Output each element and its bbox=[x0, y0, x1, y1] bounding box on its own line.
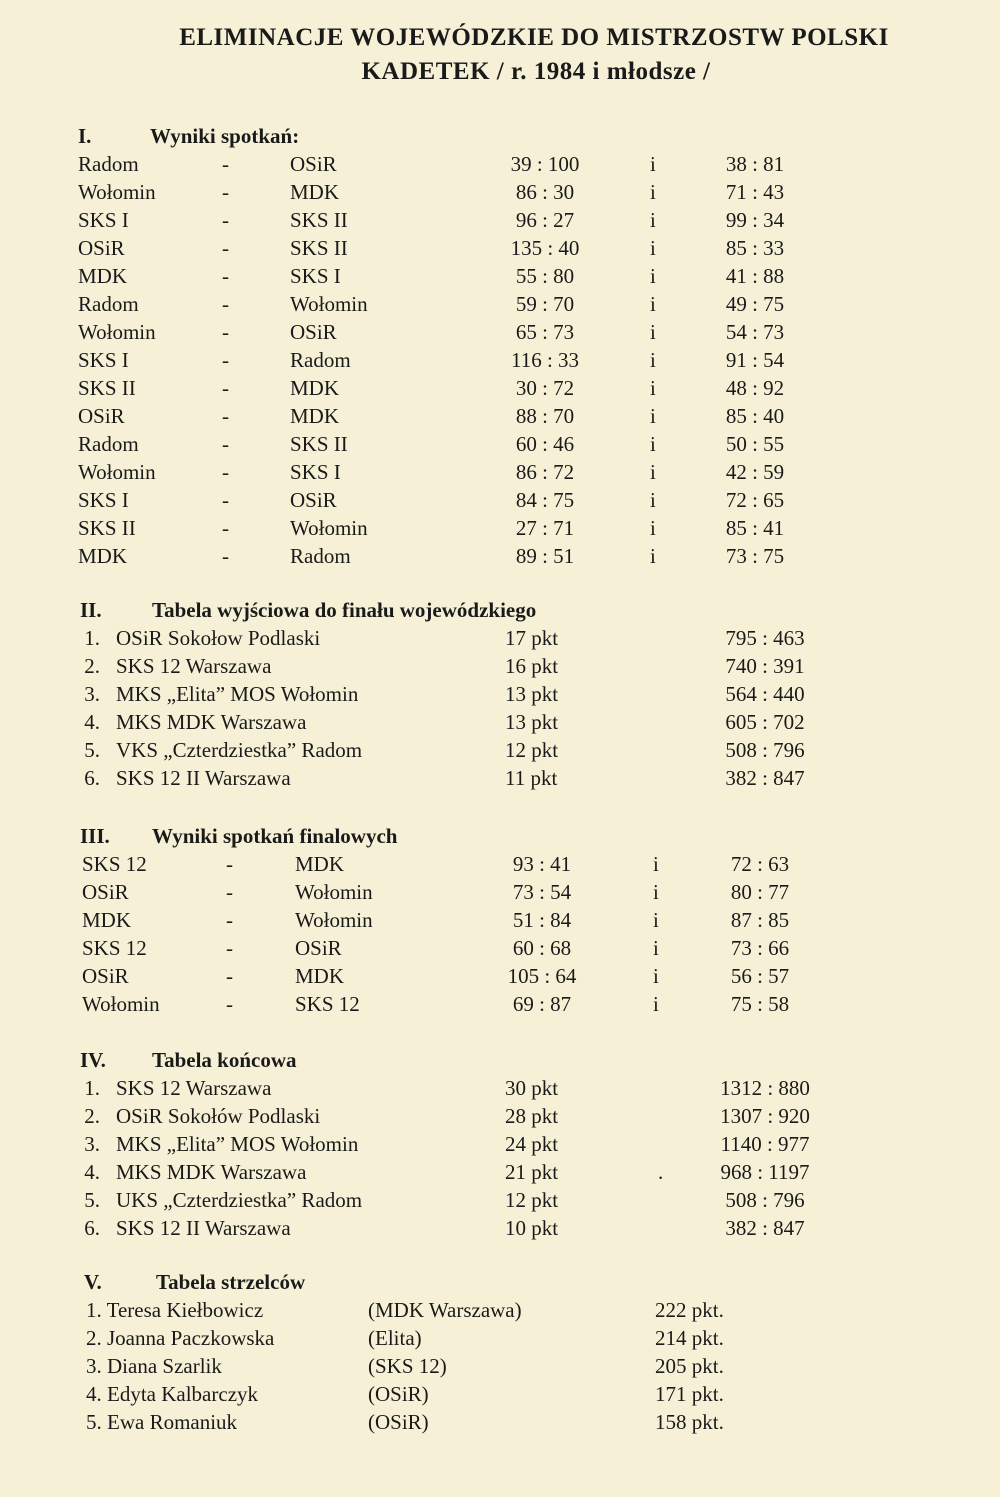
home-team: Radom bbox=[78, 152, 139, 176]
conjunction: i bbox=[653, 880, 659, 904]
separator-dash: - bbox=[226, 880, 233, 904]
conjunction: i bbox=[653, 908, 659, 932]
score-first: 105 : 64 bbox=[507, 964, 577, 988]
conjunction: i bbox=[650, 460, 656, 484]
standings-row bbox=[0, 708, 1000, 736]
conjunction: i bbox=[653, 992, 659, 1016]
score-second: 85 : 41 bbox=[725, 516, 785, 540]
basket-balance: 1140 : 977 bbox=[720, 1132, 810, 1156]
away-team: SKS 12 bbox=[295, 992, 360, 1016]
scorer-name: 2. Joanna Paczkowska bbox=[86, 1326, 275, 1350]
basket-balance: 1307 : 920 bbox=[720, 1104, 810, 1128]
stray-mark: . bbox=[658, 1160, 664, 1184]
match-row bbox=[0, 318, 1000, 346]
home-team: MDK bbox=[82, 908, 132, 932]
rank-position: 2. bbox=[84, 1104, 100, 1128]
away-team: Wołomin bbox=[290, 516, 368, 540]
home-team: SKS I bbox=[78, 488, 129, 512]
team-name: SKS 12 II Warszawa bbox=[116, 1216, 291, 1240]
basket-balance: 740 : 391 bbox=[725, 654, 805, 678]
basket-balance: 795 : 463 bbox=[725, 626, 805, 650]
team-points: 13 pkt bbox=[505, 682, 559, 706]
conjunction: i bbox=[650, 320, 656, 344]
scorer-club: (OSiR) bbox=[368, 1382, 429, 1406]
team-name: OSiR Sokołów Podlaski bbox=[116, 1104, 321, 1128]
score-second: 71 : 43 bbox=[725, 180, 785, 204]
basket-balance: 605 : 702 bbox=[725, 710, 805, 734]
team-name: OSiR Sokołow Podlaski bbox=[116, 626, 321, 650]
team-points: 24 pkt bbox=[505, 1132, 559, 1156]
section-1-heading bbox=[78, 124, 778, 152]
home-team: OSiR bbox=[78, 404, 125, 428]
conjunction: i bbox=[650, 208, 656, 232]
away-team: Radom bbox=[290, 348, 351, 372]
match-row bbox=[0, 290, 1000, 318]
score-second: 85 : 33 bbox=[725, 236, 785, 260]
team-name: VKS „Czterdziestka” Radom bbox=[116, 738, 363, 762]
scorer-club: (Elita) bbox=[368, 1326, 422, 1350]
score-first: 51 : 84 bbox=[512, 908, 572, 932]
score-first: 55 : 80 bbox=[515, 264, 575, 288]
home-team: OSiR bbox=[82, 880, 129, 904]
separator-dash: - bbox=[222, 152, 229, 176]
team-points: 16 pkt bbox=[505, 654, 559, 678]
separator-dash: - bbox=[222, 544, 229, 568]
standings-row bbox=[0, 1102, 1000, 1130]
match-row bbox=[0, 262, 1000, 290]
scorer-row bbox=[0, 1408, 1000, 1436]
section-number: I. bbox=[78, 124, 92, 148]
away-team: OSiR bbox=[290, 488, 337, 512]
score-first: 65 : 73 bbox=[515, 320, 575, 344]
score-first: 96 : 27 bbox=[515, 208, 575, 232]
scorer-points: 171 pkt. bbox=[655, 1382, 724, 1406]
match-row bbox=[0, 934, 1000, 962]
score-second: 87 : 85 bbox=[730, 908, 790, 932]
document-subtitle: KADETEK / r. 1984 i młodsze / bbox=[361, 58, 711, 85]
separator-dash: - bbox=[222, 432, 229, 456]
rank-position: 6. bbox=[84, 766, 100, 790]
score-second: 85 : 40 bbox=[725, 404, 785, 428]
conjunction: i bbox=[653, 964, 659, 988]
standings-row bbox=[0, 680, 1000, 708]
separator-dash: - bbox=[226, 964, 233, 988]
match-row bbox=[0, 542, 1000, 570]
basket-balance: 508 : 796 bbox=[725, 1188, 805, 1212]
team-name: UKS „Czterdziestka” Radom bbox=[116, 1188, 363, 1212]
home-team: Wołomin bbox=[78, 460, 156, 484]
section-4-heading bbox=[80, 1048, 780, 1076]
section-label: Tabela strzelców bbox=[156, 1270, 306, 1294]
match-row bbox=[0, 990, 1000, 1018]
team-name: MKS MDK Warszawa bbox=[116, 1160, 307, 1184]
score-second: 73 : 75 bbox=[725, 544, 785, 568]
away-team: OSiR bbox=[295, 936, 342, 960]
section-label: Tabela wyjściowa do finału wojewódzkiego bbox=[152, 598, 537, 622]
section-number: V. bbox=[84, 1270, 102, 1294]
score-second: 41 : 88 bbox=[725, 264, 785, 288]
score-first: 89 : 51 bbox=[515, 544, 575, 568]
standings-row bbox=[0, 1214, 1000, 1242]
standings-row bbox=[0, 736, 1000, 764]
match-row bbox=[0, 150, 1000, 178]
home-team: MDK bbox=[78, 544, 128, 568]
basket-balance: 382 : 847 bbox=[725, 1216, 805, 1240]
away-team: MDK bbox=[290, 404, 340, 428]
team-points: 30 pkt bbox=[505, 1076, 559, 1100]
separator-dash: - bbox=[222, 320, 229, 344]
team-points: 10 pkt bbox=[505, 1216, 559, 1240]
scorer-club: (OSiR) bbox=[368, 1410, 429, 1434]
scorer-name: 4. Edyta Kalbarczyk bbox=[86, 1382, 259, 1406]
conjunction: i bbox=[650, 264, 656, 288]
standings-row bbox=[0, 652, 1000, 680]
away-team: Radom bbox=[290, 544, 351, 568]
conjunction: i bbox=[650, 432, 656, 456]
score-second: 56 : 57 bbox=[730, 964, 790, 988]
score-first: 84 : 75 bbox=[515, 488, 575, 512]
score-first: 39 : 100 bbox=[510, 152, 580, 176]
away-team: SKS II bbox=[290, 432, 348, 456]
team-points: 12 pkt bbox=[505, 738, 559, 762]
score-second: 38 : 81 bbox=[725, 152, 785, 176]
conjunction: i bbox=[653, 852, 659, 876]
team-points: 28 pkt bbox=[505, 1104, 559, 1128]
scorer-club: (SKS 12) bbox=[368, 1354, 447, 1378]
match-row bbox=[0, 514, 1000, 542]
team-points: 17 pkt bbox=[505, 626, 559, 650]
match-row bbox=[0, 374, 1000, 402]
scorer-name: 1. Teresa Kiełbowicz bbox=[86, 1298, 264, 1322]
team-name: MKS „Elita” MOS Wołomin bbox=[116, 1132, 359, 1156]
away-team: MDK bbox=[295, 964, 345, 988]
away-team: OSiR bbox=[290, 320, 337, 344]
away-team: SKS II bbox=[290, 208, 348, 232]
scorer-points: 222 pkt. bbox=[655, 1298, 724, 1322]
score-second: 99 : 34 bbox=[725, 208, 785, 232]
scorer-name: 3. Diana Szarlik bbox=[86, 1354, 222, 1378]
basket-balance: 1312 : 880 bbox=[720, 1076, 810, 1100]
standings-row bbox=[0, 764, 1000, 792]
rank-position: 5. bbox=[84, 1188, 100, 1212]
separator-dash: - bbox=[222, 348, 229, 372]
away-team: MDK bbox=[290, 180, 340, 204]
scorer-row bbox=[0, 1324, 1000, 1352]
match-row bbox=[0, 178, 1000, 206]
score-second: 73 : 66 bbox=[730, 936, 790, 960]
home-team: Wołomin bbox=[78, 180, 156, 204]
separator-dash: - bbox=[222, 460, 229, 484]
section-label: Wyniki spotkań finalowych bbox=[152, 824, 398, 848]
match-row bbox=[0, 486, 1000, 514]
away-team: OSiR bbox=[290, 152, 337, 176]
rank-position: 3. bbox=[84, 1132, 100, 1156]
conjunction: i bbox=[650, 180, 656, 204]
standings-row bbox=[0, 1074, 1000, 1102]
scorer-row bbox=[0, 1380, 1000, 1408]
away-team: SKS II bbox=[290, 236, 348, 260]
match-row bbox=[0, 878, 1000, 906]
score-second: 75 : 58 bbox=[730, 992, 790, 1016]
scorer-points: 205 pkt. bbox=[655, 1354, 724, 1378]
score-second: 91 : 54 bbox=[725, 348, 785, 372]
match-row bbox=[0, 346, 1000, 374]
score-first: 69 : 87 bbox=[512, 992, 572, 1016]
standings-row bbox=[0, 624, 1000, 652]
standings-row bbox=[0, 1130, 1000, 1158]
basket-balance: 382 : 847 bbox=[725, 766, 805, 790]
match-row bbox=[0, 906, 1000, 934]
score-first: 60 : 46 bbox=[515, 432, 575, 456]
score-first: 93 : 41 bbox=[512, 852, 572, 876]
home-team: SKS II bbox=[78, 376, 136, 400]
score-first: 88 : 70 bbox=[515, 404, 575, 428]
match-row bbox=[0, 430, 1000, 458]
scorer-row bbox=[0, 1352, 1000, 1380]
away-team: SKS I bbox=[290, 264, 341, 288]
match-row bbox=[0, 206, 1000, 234]
separator-dash: - bbox=[226, 936, 233, 960]
rank-position: 1. bbox=[84, 626, 100, 650]
scorer-name: 5. Ewa Romaniuk bbox=[86, 1410, 238, 1434]
conjunction: i bbox=[650, 348, 656, 372]
score-first: 59 : 70 bbox=[515, 292, 575, 316]
home-team: SKS I bbox=[78, 348, 129, 372]
section-5-heading bbox=[84, 1270, 784, 1298]
separator-dash: - bbox=[226, 908, 233, 932]
separator-dash: - bbox=[226, 852, 233, 876]
home-team: OSiR bbox=[82, 964, 129, 988]
home-team: SKS 12 bbox=[82, 852, 147, 876]
conjunction: i bbox=[650, 544, 656, 568]
away-team: Wołomin bbox=[295, 880, 373, 904]
score-first: 30 : 72 bbox=[515, 376, 575, 400]
score-second: 72 : 63 bbox=[730, 852, 790, 876]
score-second: 48 : 92 bbox=[725, 376, 785, 400]
away-team: Wołomin bbox=[290, 292, 368, 316]
section-3-heading bbox=[80, 824, 780, 852]
section-label: Wyniki spotkań: bbox=[150, 124, 300, 148]
rank-position: 2. bbox=[84, 654, 100, 678]
basket-balance: 564 : 440 bbox=[725, 682, 805, 706]
home-team: Wołomin bbox=[78, 320, 156, 344]
score-second: 42 : 59 bbox=[725, 460, 785, 484]
rank-position: 3. bbox=[84, 682, 100, 706]
separator-dash: - bbox=[222, 404, 229, 428]
section-number: III. bbox=[80, 824, 110, 848]
scorer-points: 158 pkt. bbox=[655, 1410, 724, 1434]
section-number: IV. bbox=[80, 1048, 106, 1072]
scorer-row bbox=[0, 1296, 1000, 1324]
team-name: MKS „Elita” MOS Wołomin bbox=[116, 682, 359, 706]
rank-position: 4. bbox=[84, 710, 100, 734]
separator-dash: - bbox=[222, 180, 229, 204]
score-first: 116 : 33 bbox=[510, 348, 580, 372]
home-team: SKS II bbox=[78, 516, 136, 540]
rank-position: 1. bbox=[84, 1076, 100, 1100]
separator-dash: - bbox=[222, 208, 229, 232]
match-row bbox=[0, 234, 1000, 262]
basket-balance: 968 : 1197 bbox=[720, 1160, 810, 1184]
scorer-points: 214 pkt. bbox=[655, 1326, 724, 1350]
match-row bbox=[0, 962, 1000, 990]
section-label: Tabela końcowa bbox=[152, 1048, 297, 1072]
score-first: 86 : 30 bbox=[515, 180, 575, 204]
score-first: 27 : 71 bbox=[515, 516, 575, 540]
separator-dash: - bbox=[222, 264, 229, 288]
score-second: 50 : 55 bbox=[725, 432, 785, 456]
rank-position: 4. bbox=[84, 1160, 100, 1184]
home-team: MDK bbox=[78, 264, 128, 288]
conjunction: i bbox=[653, 936, 659, 960]
document-title: ELIMINACJE WOJEWÓDZKIE DO MISTRZOSTW POLSKI bbox=[179, 24, 889, 51]
away-team: SKS I bbox=[290, 460, 341, 484]
home-team: Radom bbox=[78, 432, 139, 456]
conjunction: i bbox=[650, 376, 656, 400]
section-number: II. bbox=[80, 598, 102, 622]
team-name: SKS 12 Warszawa bbox=[116, 654, 272, 678]
standings-row bbox=[0, 1186, 1000, 1214]
conjunction: i bbox=[650, 292, 656, 316]
separator-dash: - bbox=[222, 376, 229, 400]
score-second: 54 : 73 bbox=[725, 320, 785, 344]
team-points: 21 pkt bbox=[505, 1160, 559, 1184]
home-team: SKS I bbox=[78, 208, 129, 232]
team-name: MKS MDK Warszawa bbox=[116, 710, 307, 734]
home-team: OSiR bbox=[78, 236, 125, 260]
separator-dash: - bbox=[222, 292, 229, 316]
basket-balance: 508 : 796 bbox=[725, 738, 805, 762]
conjunction: i bbox=[650, 488, 656, 512]
score-second: 80 : 77 bbox=[730, 880, 790, 904]
standings-row bbox=[0, 1158, 1000, 1186]
team-name: SKS 12 Warszawa bbox=[116, 1076, 272, 1100]
away-team: MDK bbox=[295, 852, 345, 876]
conjunction: i bbox=[650, 404, 656, 428]
score-first: 73 : 54 bbox=[512, 880, 572, 904]
team-name: SKS 12 II Warszawa bbox=[116, 766, 291, 790]
separator-dash: - bbox=[222, 236, 229, 260]
section-2-heading bbox=[80, 598, 780, 626]
rank-position: 5. bbox=[84, 738, 100, 762]
match-row bbox=[0, 458, 1000, 486]
team-points: 12 pkt bbox=[505, 1188, 559, 1212]
home-team: SKS 12 bbox=[82, 936, 147, 960]
separator-dash: - bbox=[226, 992, 233, 1016]
team-points: 13 pkt bbox=[505, 710, 559, 734]
conjunction: i bbox=[650, 152, 656, 176]
score-first: 60 : 68 bbox=[512, 936, 572, 960]
rank-position: 6. bbox=[84, 1216, 100, 1240]
conjunction: i bbox=[650, 236, 656, 260]
away-team: MDK bbox=[290, 376, 340, 400]
scorer-club: (MDK Warszawa) bbox=[368, 1298, 522, 1322]
separator-dash: - bbox=[222, 488, 229, 512]
team-points: 11 pkt bbox=[505, 766, 558, 790]
separator-dash: - bbox=[222, 516, 229, 540]
score-second: 49 : 75 bbox=[725, 292, 785, 316]
match-row bbox=[0, 402, 1000, 430]
score-first: 135 : 40 bbox=[510, 236, 580, 260]
score-first: 86 : 72 bbox=[515, 460, 575, 484]
home-team: Wołomin bbox=[82, 992, 160, 1016]
away-team: Wołomin bbox=[295, 908, 373, 932]
match-row bbox=[0, 850, 1000, 878]
score-second: 72 : 65 bbox=[725, 488, 785, 512]
conjunction: i bbox=[650, 516, 656, 540]
home-team: Radom bbox=[78, 292, 139, 316]
